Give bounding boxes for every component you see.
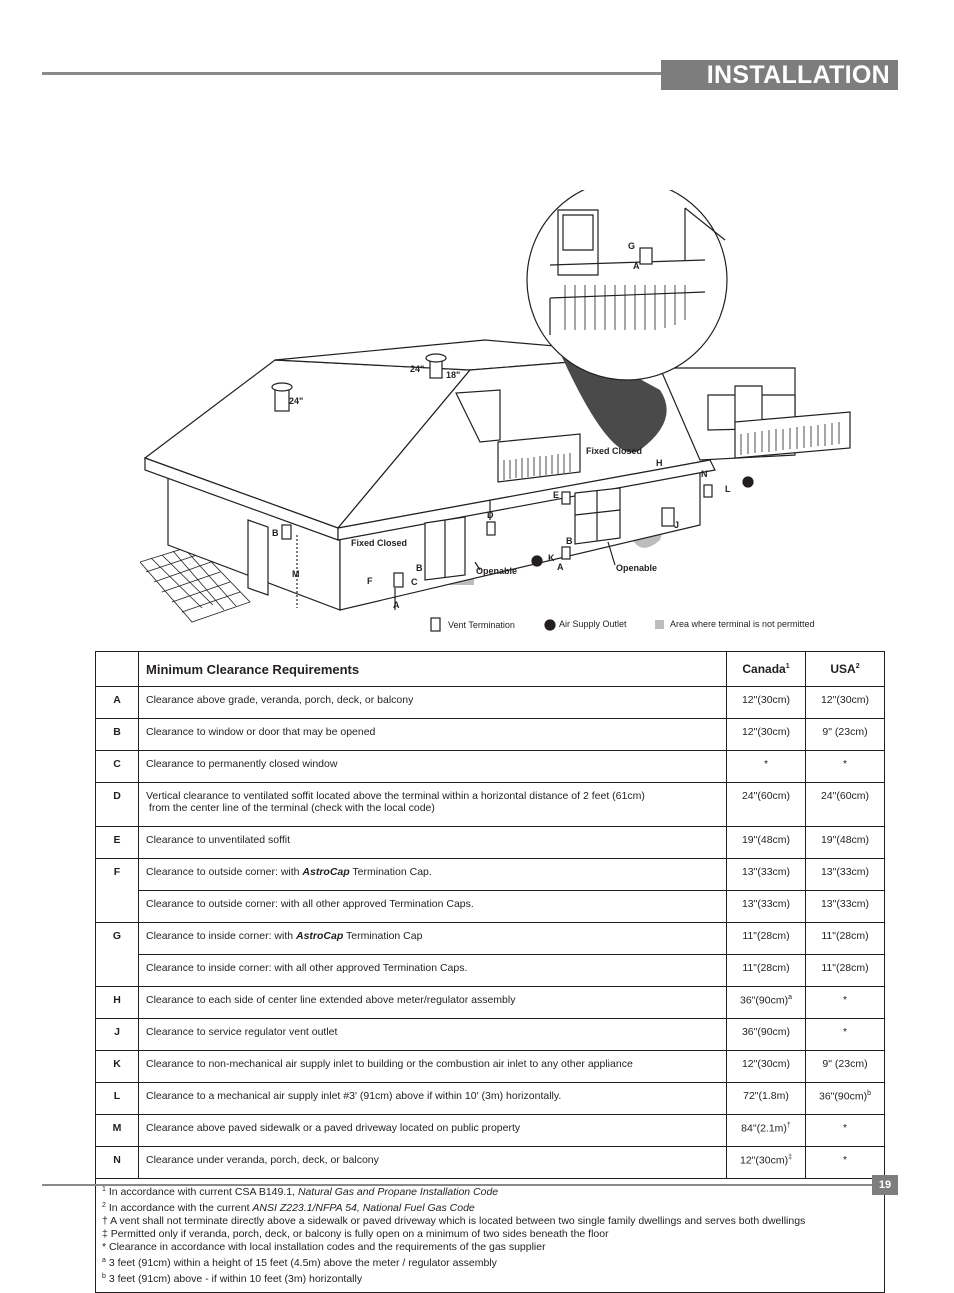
vent-termination-icon	[640, 248, 652, 264]
label-H: H	[656, 458, 663, 468]
table-row	[96, 783, 885, 827]
footnote-text: Permitted only if veranda, porch, deck, or balcony is fully open on a minimum of two sides beneath the floor	[107, 1228, 609, 1240]
footnote	[102, 1270, 878, 1286]
label-J: J	[674, 520, 680, 530]
vent-termination-icon	[704, 485, 712, 497]
row-letter: D	[96, 783, 139, 827]
side-door	[248, 520, 268, 595]
legend-air-icon	[545, 620, 555, 630]
row-letter: E	[96, 827, 139, 859]
label-fixed-closed: Fixed Closed	[586, 446, 643, 456]
footnote-text: ANSI Z223.1/NFPA 54, National Fuel Gas Code	[252, 1202, 475, 1214]
table-row	[96, 1019, 885, 1051]
row-canada: 11"(28cm)	[727, 955, 806, 987]
footnote	[102, 1254, 878, 1270]
row-canada: 13"(33cm)	[727, 891, 806, 923]
footnote-text: In accordance with the current	[105, 1202, 253, 1214]
row-description: Clearance to window or door that may be opened	[139, 719, 727, 751]
row-description-line: Vertical clearance to ventilated soffit located above the terminal within a horizontal distance of 2 feet (61cm)	[146, 790, 645, 802]
footnote-ref: b	[867, 1090, 871, 1097]
row-description: Clearance to service regulator vent outlet	[139, 1019, 727, 1051]
row-usa: 19"(48cm)	[806, 827, 885, 859]
row-description	[139, 783, 727, 827]
footnote-mark: b	[102, 1273, 106, 1280]
row-canada: 13"(33cm)	[727, 859, 806, 891]
label-B: B	[566, 536, 573, 546]
row-canada: 11"(28cm)	[727, 923, 806, 955]
row-usa: *	[806, 751, 885, 783]
label-fixed-closed: Fixed Closed	[351, 538, 408, 548]
row-canada: 36"(90cm)	[727, 1019, 806, 1051]
usa-sup: 2	[855, 663, 860, 670]
row-canada-value: 36"(90cm)	[740, 994, 789, 1007]
row-letter: M	[96, 1115, 139, 1147]
footnote-text: A vent shall not terminate directly above a sidewalk or paved driveway which is located between two single family dwellings and serves both dwellings	[107, 1215, 806, 1227]
row-canada-value: 12"(30cm)	[740, 1154, 789, 1167]
row-canada: 12"(30cm)	[727, 1051, 806, 1083]
row-canada: 12"(30cm)	[727, 719, 806, 751]
row-letter: L	[96, 1083, 139, 1115]
label-dim-24: 24"	[410, 364, 425, 374]
table-row	[96, 719, 885, 751]
clearance-table	[95, 651, 885, 1293]
row-usa: 11"(28cm)	[806, 955, 885, 987]
product-name: AstroCap	[302, 866, 350, 878]
label-B: B	[272, 528, 279, 538]
label-G: G	[628, 241, 636, 251]
label-C: C	[411, 577, 418, 587]
label-A: A	[557, 562, 564, 572]
header-rule	[42, 72, 662, 75]
footnote-text: 3 feet (91cm) within a height of 15 feet (4.5m) above the meter / regulator assembly	[105, 1257, 497, 1269]
magnifier-circle	[527, 190, 727, 380]
row-usa: *	[806, 1019, 885, 1051]
label-L: L	[725, 484, 731, 494]
footnote-mark: †	[102, 1215, 108, 1227]
label-A: A	[633, 261, 640, 271]
label-B: B	[416, 563, 423, 573]
legend-area-swatch	[655, 620, 664, 629]
footnote-mark: 1	[102, 1186, 106, 1193]
row-letter: G	[96, 923, 139, 987]
label-K: K	[548, 553, 555, 563]
footnote-mark: ‡	[102, 1228, 108, 1240]
row-description	[139, 923, 727, 955]
table-row	[96, 1051, 885, 1083]
label-A: A	[393, 600, 400, 610]
vent-termination-icon	[282, 525, 291, 539]
table-row	[96, 827, 885, 859]
footnote-ref: †	[786, 1122, 791, 1129]
table-header-blank	[96, 652, 139, 687]
label-M: M	[292, 569, 300, 579]
row-description: Clearance above paved sidewalk or a paved driveway located on public property	[139, 1115, 727, 1147]
canada-label: Canada	[742, 662, 786, 676]
row-letter: N	[96, 1147, 139, 1179]
vent-termination-icon	[487, 522, 495, 535]
footer-rule	[42, 1184, 872, 1186]
row-description-text: Clearance to outside corner: with	[146, 866, 303, 878]
table-title: Minimum Clearance Requirements	[139, 652, 727, 687]
roof-vent-cap	[430, 360, 442, 378]
canada-header	[727, 652, 806, 687]
legend-area-label: Area where terminal is not permitted	[670, 619, 815, 629]
usa-label: USA	[830, 662, 856, 676]
label-openable: Openable	[476, 566, 518, 576]
air-supply-outlet-icon	[743, 477, 753, 487]
legend-vent-label: Vent Termination	[448, 620, 515, 630]
legend-air-label: Air Supply Outlet	[559, 619, 627, 629]
vent-termination-icon	[394, 573, 403, 587]
canada-sup: 1	[785, 663, 790, 670]
label-dim-24: 24"	[289, 396, 304, 406]
table-row	[96, 891, 885, 923]
row-usa: 11"(28cm)	[806, 923, 885, 955]
row-description: Clearance to inside corner: with all other approved Termination Caps.	[139, 955, 727, 987]
row-description: Clearance to a mechanical air supply inlet #3' (91cm) above if within 10' (3m) horizontally.	[139, 1083, 727, 1115]
row-description-text: Clearance to inside corner: with	[146, 930, 296, 942]
row-description-text: Termination Cap	[343, 930, 423, 942]
footnote	[102, 1199, 878, 1215]
row-usa: 13"(33cm)	[806, 891, 885, 923]
row-canada: 24"(60cm)	[727, 783, 806, 827]
label-openable: Openable	[616, 563, 658, 573]
row-canada: *	[727, 751, 806, 783]
vent-termination-icon	[562, 547, 570, 559]
table-row	[96, 955, 885, 987]
footnote-ref: ‡	[788, 1154, 792, 1161]
label-D: D	[487, 510, 494, 520]
product-name: AstroCap	[296, 930, 344, 942]
footnote	[102, 1215, 878, 1228]
row-description: Clearance to unventilated soffit	[139, 827, 727, 859]
label-F: F	[367, 576, 373, 586]
gas-meter	[662, 508, 674, 526]
row-canada: 12"(30cm)	[727, 687, 806, 719]
row-usa: *	[806, 987, 885, 1019]
row-canada: 72"(1.8m)	[727, 1083, 806, 1115]
footnotes	[96, 1179, 885, 1293]
row-letter: J	[96, 1019, 139, 1051]
row-description: Clearance above grade, veranda, porch, deck, or balcony	[139, 687, 727, 719]
row-usa: 24"(60cm)	[806, 783, 885, 827]
row-usa: *	[806, 1115, 885, 1147]
table-row	[96, 1147, 885, 1179]
row-description	[139, 859, 727, 891]
row-canada	[727, 987, 806, 1019]
footnote-text: 3 feet (91cm) above - if within 10 feet (3m) horizontally	[105, 1273, 363, 1285]
row-canada-value: 84"(2.1m)	[741, 1122, 787, 1135]
footnotes-row	[96, 1179, 885, 1293]
footnote-text: Clearance in accordance with local installation codes and the requirements of the gas supplier	[106, 1241, 546, 1253]
table-row	[96, 923, 885, 955]
row-usa: 13"(33cm)	[806, 859, 885, 891]
house-clearance-illustration	[140, 190, 860, 640]
footnote-text: In accordance with current CSA B149.1,	[105, 1186, 298, 1198]
table-row	[96, 751, 885, 783]
row-usa: 9" (23cm)	[806, 719, 885, 751]
legend-vent-icon	[431, 618, 440, 631]
table-row	[96, 687, 885, 719]
usa-header	[806, 652, 885, 687]
footnote-mark: a	[102, 1257, 106, 1264]
row-letter: B	[96, 719, 139, 751]
footnote-mark: 2	[102, 1202, 106, 1209]
page-number: 19	[872, 1175, 898, 1195]
label-N: N	[701, 469, 708, 479]
footnote-text: Natural Gas and Propane Installation Code	[297, 1186, 499, 1198]
row-usa: 12"(30cm)	[806, 687, 885, 719]
label-E: E	[553, 490, 560, 500]
footnote-mark: *	[102, 1241, 107, 1253]
row-description: Clearance to non-mechanical air supply inlet to building or the combustion air inlet to any other appliance	[139, 1051, 727, 1083]
row-usa: 9" (23cm)	[806, 1051, 885, 1083]
table-row	[96, 1083, 885, 1115]
row-letter: F	[96, 859, 139, 923]
row-description: Clearance to outside corner: with all other approved Termination Caps.	[139, 891, 727, 923]
footnote-ref: a	[788, 994, 792, 1001]
row-canada: 19"(48cm)	[727, 827, 806, 859]
label-dim-18: 18"	[446, 370, 461, 380]
row-description-text: Termination Cap.	[349, 866, 432, 878]
row-letter: A	[96, 687, 139, 719]
row-letter: H	[96, 987, 139, 1019]
vent-termination-icon	[562, 492, 570, 504]
row-usa-value: 36"(90cm)	[819, 1090, 868, 1103]
footnote	[102, 1241, 878, 1254]
page-title: INSTALLATION	[661, 60, 898, 90]
row-usa: *	[806, 1147, 885, 1179]
table-row	[96, 1115, 885, 1147]
table-header-row	[96, 652, 885, 687]
table-row	[96, 987, 885, 1019]
table-row	[96, 859, 885, 891]
row-canada	[727, 1115, 806, 1147]
air-supply-outlet-icon	[532, 556, 542, 566]
row-canada	[727, 1147, 806, 1179]
row-description: Clearance under veranda, porch, deck, or balcony	[139, 1147, 727, 1179]
row-letter: C	[96, 751, 139, 783]
row-description: Clearance to permanently closed window	[139, 751, 727, 783]
row-description-line: from the center line of the terminal (check with the local code)	[146, 802, 435, 814]
row-description: Clearance to each side of center line extended above meter/regulator assembly	[139, 987, 727, 1019]
row-usa	[806, 1083, 885, 1115]
row-letter: K	[96, 1051, 139, 1083]
